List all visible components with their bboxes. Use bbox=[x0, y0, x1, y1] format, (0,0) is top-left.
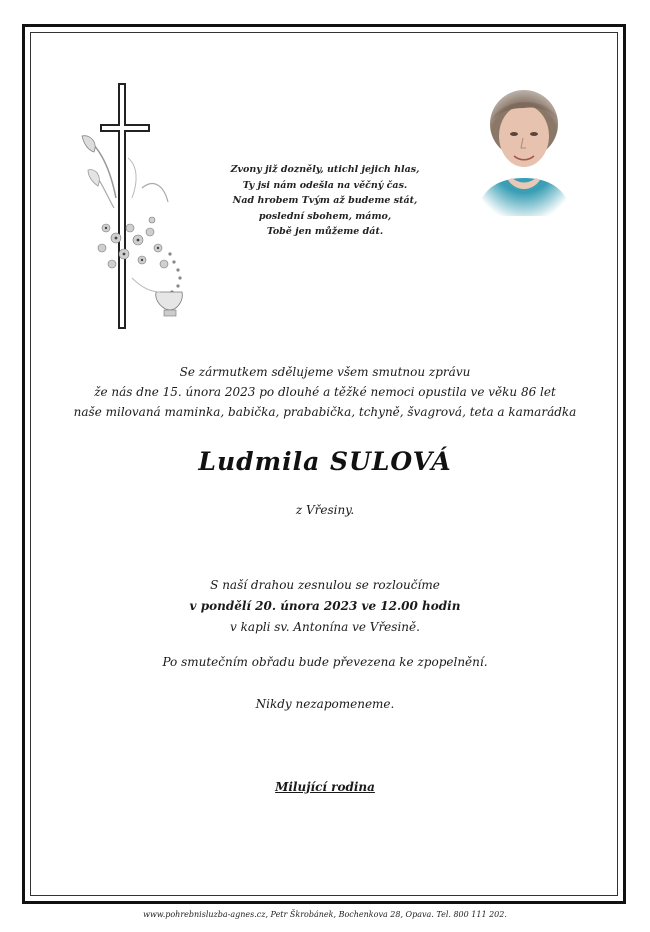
farewell-datetime: v pondělí 20. února 2023 ve 12.00 hodin bbox=[189, 599, 461, 613]
farewell-details bbox=[40, 575, 610, 638]
poem-line: Nad hrobem Tvým až budeme stát, bbox=[232, 195, 418, 206]
footer-contact: www.pohrebnisluzba-agnes.cz, Petr Škrobánek, Bochenkova 28, Opava. Tel. 800 111 202. bbox=[143, 910, 507, 919]
farewell-location: v kapli sv. Antonína ve Vřesině. bbox=[230, 620, 420, 634]
cross-with-flowers-image bbox=[72, 78, 202, 334]
cremation-note: Po smutečním obřadu bude převezena ke zpopelnění. bbox=[162, 655, 488, 669]
deceased-name: Ludmila SULOVÁ bbox=[198, 447, 452, 476]
poem bbox=[220, 162, 430, 240]
announcement bbox=[40, 362, 610, 422]
poem-line: Zvony již dozněly, utichl jejich hlas, bbox=[230, 164, 420, 175]
poem-line: Tobě jen můžeme dát. bbox=[266, 226, 384, 237]
poem-line: Ty jsi nám odešla na věčný čas. bbox=[242, 179, 408, 191]
family-signature: Milující rodina bbox=[275, 780, 375, 794]
announcement-line: Se zármutkem sdělujeme všem smutnou zprávu bbox=[179, 365, 471, 379]
closing-text: Nikdy nezapomeneme. bbox=[255, 697, 395, 711]
poem-line: poslední sbohem, mámo, bbox=[258, 210, 392, 222]
announcement-line: že nás dne 15. února 2023 po dlouhé a těžké nemoci opustila ve věku 86 let bbox=[94, 385, 556, 399]
origin-text: z Vřesiny. bbox=[295, 503, 355, 517]
portrait-photo bbox=[470, 80, 578, 216]
announcement-line: naše milovaná maminka, babička, prababička, tchyně, švagrová, teta a kamarádka bbox=[73, 405, 577, 419]
farewell-line: S naší drahou zesnulou se rozloučíme bbox=[210, 578, 440, 592]
